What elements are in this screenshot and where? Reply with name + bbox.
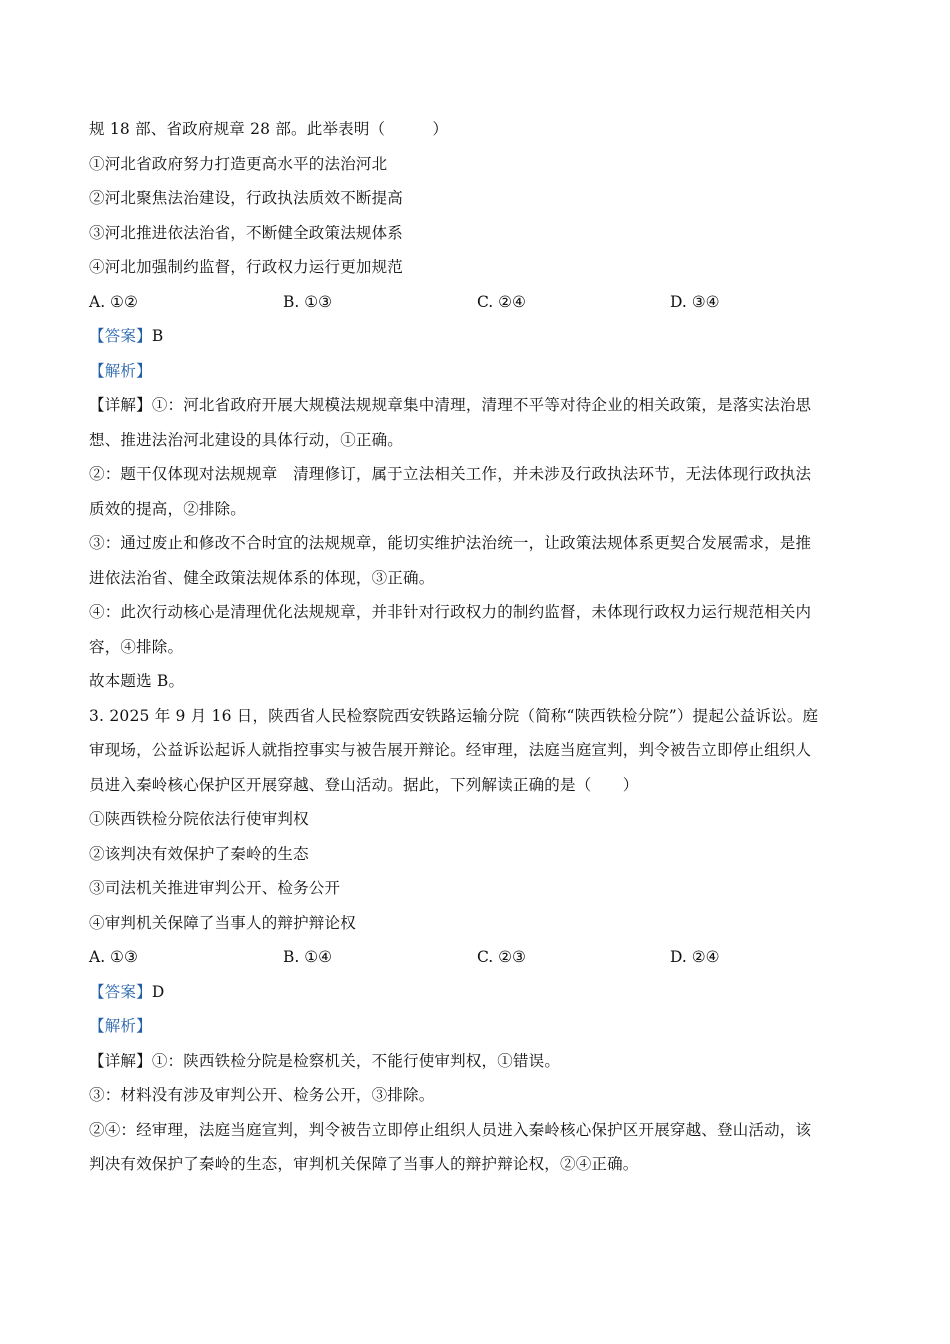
q3-option-a: A. ①③ xyxy=(89,948,138,966)
q2-detail-line-8: 容，④排除。 xyxy=(89,637,184,656)
q3-stem-line-1: 3. 2025 年 9 月 16 日，陕西省人民检察院西安铁路运输分院（简称“陕西铁检分院”）提起公益诉讼。庭 xyxy=(89,706,819,725)
q3-option-d: D. ②④ xyxy=(670,948,720,966)
q3-option-c: C. ②③ xyxy=(477,948,526,966)
q2-answer-label: 【答案】 xyxy=(89,327,152,345)
q2-statement-4: ④河北加强制约监督，行政权力运行更加规范 xyxy=(89,258,404,276)
q2-detail-line-1 xyxy=(89,388,869,423)
q2-answer-value: B xyxy=(151,327,164,345)
q3-detail-label: 【详解】 xyxy=(89,1051,152,1070)
q2-option-c: C. ②④ xyxy=(477,292,526,311)
q3-detail-text-1: ①：陕西铁检分院是检察机关，不能行使审判权，①错误。 xyxy=(151,1051,561,1070)
q3-statement-3: ③司法机关推进审判公开、检务公开 xyxy=(89,879,341,897)
q2-option-d: D. ③④ xyxy=(670,292,720,311)
q3-stem-line-2: 审现场，公益诉讼起诉人就指控事实与被告展开辩论。经审理，法庭当庭宣判，判令被告立即停止组织人 xyxy=(89,741,812,759)
q2-analysis-label: 【解析】 xyxy=(89,361,152,380)
q3-detail-line-2: ③：材料没有涉及审判公开、检务公开，③排除。 xyxy=(89,1086,435,1104)
q2-detail-line-6: 进依法治省、健全政策法规体系的体现，③正确。 xyxy=(89,568,435,587)
q2-statement-3: ③河北推进依法治省，不断健全政策法规体系 xyxy=(89,223,404,242)
q3-options xyxy=(89,940,869,975)
q2-detail-label: 【详解】 xyxy=(89,396,152,414)
q3-stem-line-3: 员进入秦岭核心保护区开展穿越、登山活动。据此，下列解读正确的是（ ） xyxy=(89,775,639,794)
q3-detail-line-3: ②④：经审理，法庭当庭宣判，判令被告立即停止组织人员进入秦岭核心保护区开展穿越、登山活动，该 xyxy=(89,1120,812,1139)
q2-options xyxy=(89,285,869,320)
q3-detail-line-4: 判决有效保护了秦岭的生态，审判机关保障了当事人的辩护辩论权，②④正确。 xyxy=(89,1155,639,1173)
q3-statement-2: ②该判决有效保护了秦岭的生态 xyxy=(89,844,309,863)
q2-detail-line-5: ③：通过废止和修改不合时宜的法规规章，能切实维护法治统一，让政策法规体系更契合发展需求，是推 xyxy=(89,534,812,552)
q2-detail-line-4: 质效的提高，②排除。 xyxy=(89,499,247,518)
q3-option-b: B. ①④ xyxy=(283,948,333,966)
q3-statement-4: ④审判机关保障了当事人的辩护辩论权 xyxy=(89,913,356,932)
q3-answer-label: 【答案】 xyxy=(89,982,152,1001)
q2-statement-2: ②河北聚焦法治建设，行政执法质效不断提高 xyxy=(89,189,404,207)
q2-detail-text-1: ①：河北省政府开展大规模法规规章集中清理，清理不平等对待企业的相关政策，是落实法治思 xyxy=(151,396,812,414)
q3-detail-line-1 xyxy=(89,1044,869,1079)
q2-answer xyxy=(89,319,869,354)
q2-option-a: A. ①② xyxy=(89,292,138,311)
q3-answer xyxy=(89,975,869,1010)
document-page xyxy=(89,112,869,1182)
q2-conclusion: 故本题选 B。 xyxy=(89,672,185,690)
q3-statement-1: ①陕西铁检分院依法行使审判权 xyxy=(89,810,309,828)
q2-detail-line-7: ④：此次行动核心是清理优化法规规章，并非针对行政权力的制约监督，未体现行政权力运行规范相关内 xyxy=(89,603,812,621)
q2-detail-line-2: 想、推进法治河北建设的具体行动，①正确。 xyxy=(89,430,404,449)
q2-option-b: B. ①③ xyxy=(283,292,333,311)
q3-answer-value: D xyxy=(151,982,165,1001)
q2-statement-1: ①河北省政府努力打造更高水平的法治河北 xyxy=(89,154,388,173)
q3-analysis-label: 【解析】 xyxy=(89,1017,152,1035)
q2-detail-line-3: ②：题干仅体现对法规规章 清理修订，属于立法相关工作，并未涉及行政执法环节，无法体现行政执法 xyxy=(89,465,812,483)
q2-stem-tail: 规 18 部、省政府规章 28 部。此举表明（ ） xyxy=(89,120,449,138)
